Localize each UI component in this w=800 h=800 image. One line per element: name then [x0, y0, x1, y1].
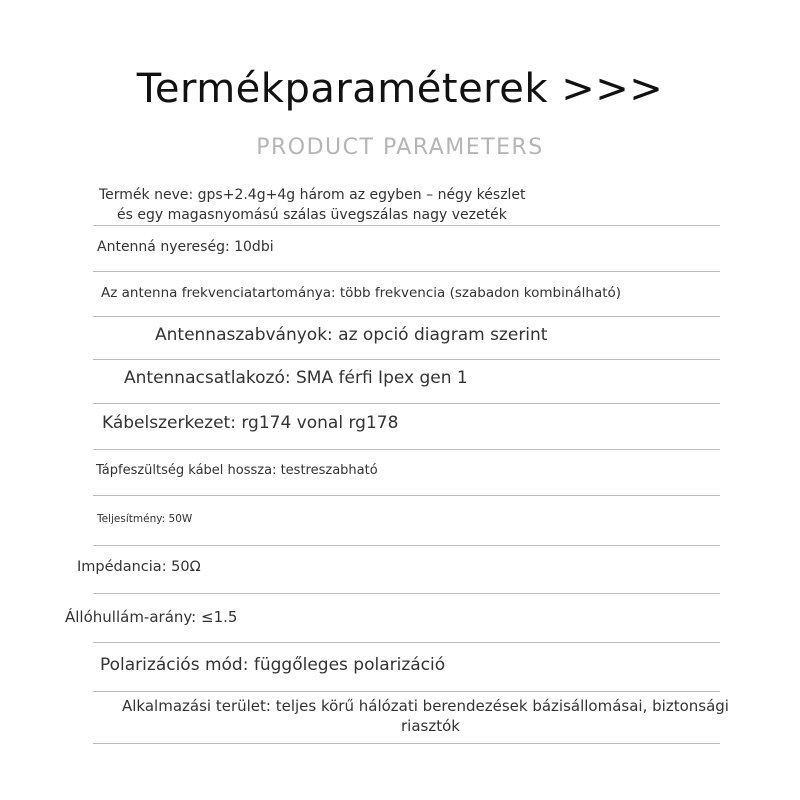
row-divider [93, 743, 720, 744]
row-divider [93, 449, 720, 450]
row-divider [93, 545, 720, 546]
param-text: Kábelszerkezet: rg174 vonal rg178 [102, 413, 399, 433]
param-text: Antenná nyereség: 10dbi [97, 239, 274, 255]
row-divider [93, 403, 720, 404]
page-title: Termékparaméterek >>> [136, 66, 664, 112]
page-subtitle: PRODUCT PARAMETERS [256, 135, 544, 160]
row-divider [93, 271, 720, 272]
param-text: Antennaszabványok: az opció diagram szerint [155, 325, 548, 345]
row-divider [93, 691, 720, 692]
row-divider [93, 593, 720, 594]
row-divider [93, 316, 720, 317]
row-divider [93, 225, 720, 226]
param-text: Az antenna frekvenciatartománya: több frekvencia (szabadon kombinálható) [101, 285, 622, 301]
param-text: Alkalmazási terület: teljes körű hálózati berendezések bázisállomásai, biztonsági [122, 697, 729, 715]
param-text: Teljesítmény: 50W [97, 513, 193, 525]
param-text: Tápfeszültség kábel hossza: testreszabható [96, 463, 378, 478]
param-text: és egy magasnyomású szálas üvegszálas nagy vezeték [117, 207, 507, 223]
param-text: riasztók [401, 717, 460, 735]
param-text: Antennacsatlakozó: SMA férfi Ipex gen 1 [124, 368, 468, 388]
row-divider [93, 642, 720, 643]
param-text: Polarizációs mód: függőleges polarizáció [100, 655, 446, 675]
param-text: Impédancia: 50Ω [77, 559, 201, 575]
param-text: Állóhullám-arány: ≤1.5 [65, 608, 238, 626]
param-text: Termék neve: gps+2.4g+4g három az egyben – négy készlet [99, 187, 526, 203]
row-divider [93, 359, 720, 360]
row-divider [93, 495, 720, 496]
